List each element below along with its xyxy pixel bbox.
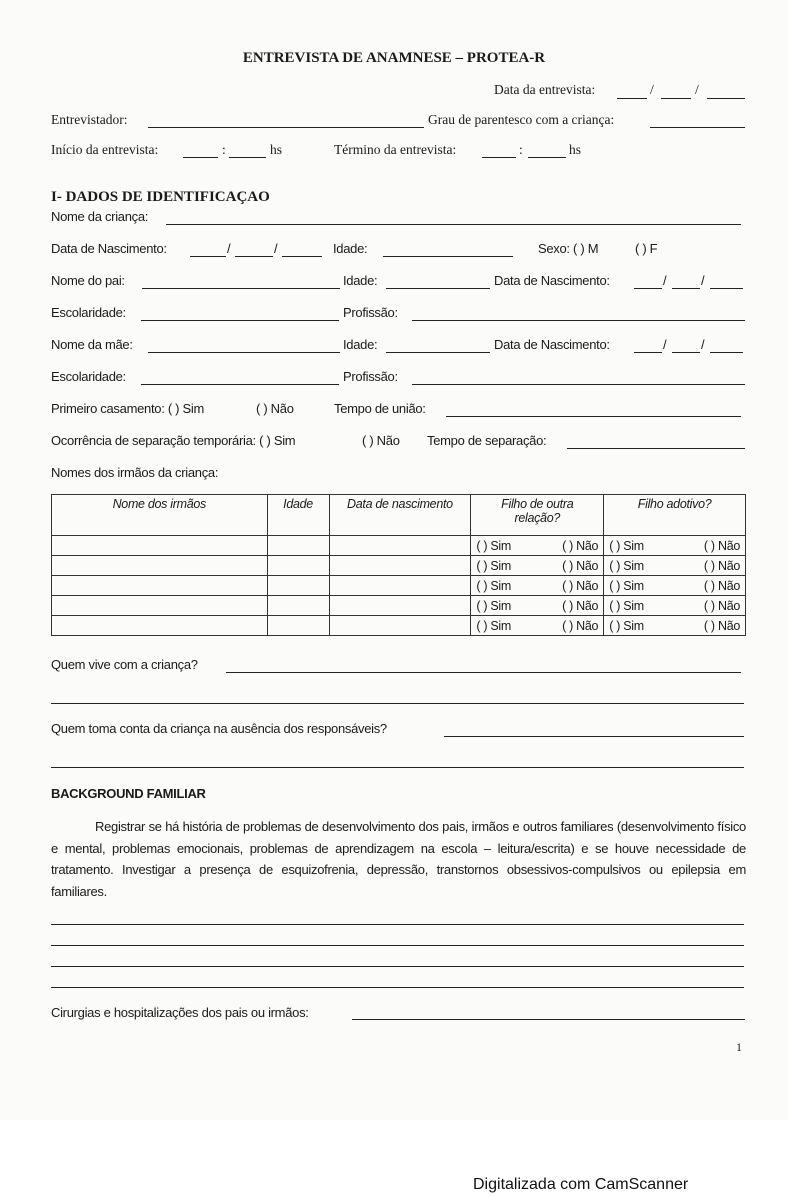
column-header-filho-adotivo: Filho adotivo? — [604, 495, 746, 536]
table-row — [52, 536, 746, 556]
quem-cuida-field-line-2[interactable] — [51, 767, 744, 768]
filho-outra-relacao-cell — [471, 536, 604, 556]
column-header-nome: Nome dos irmãos — [52, 495, 268, 536]
idade-label: Idade: — [343, 273, 378, 288]
filho-adotivo-cell — [604, 596, 746, 616]
termino-minute-field[interactable] — [528, 157, 566, 158]
quem-vive-label: Quem vive com a criança? — [51, 657, 198, 672]
column-header-data-nascimento: Data de nascimento — [329, 495, 471, 536]
nome-crianca-label: Nome da criança: — [51, 209, 149, 224]
cirurgias-label: Cirurgias e hospitalizações dos pais ou irmãos: — [51, 1005, 309, 1020]
section-heading-identificacao: I- DADOS DE IDENTIFICAÇAO — [51, 189, 270, 205]
siblings-table — [51, 494, 746, 636]
page-number: 1 — [736, 1040, 742, 1054]
escolaridade-pai-label: Escolaridade: — [51, 305, 126, 320]
filho-adotivo-sim-checkbox[interactable]: ( ) Sim — [609, 578, 644, 593]
background-paragraph-text: Registrar se há história de problemas de desenvolvimento dos pais, irmãos e outros familiares (desenvolvimento físico e mental, problemas emocionais, problemas de aprendizagem na escola – leitura/escrita) e se houve necessidade de tratamento. Investigar a presença de esquizofrenia, depressão, transtornos obsessivos-compulsivos ou epilepsia em familiares. — [51, 819, 746, 899]
tempo-uniao-field[interactable] — [446, 416, 741, 417]
termino-hour-field[interactable] — [482, 157, 516, 158]
sexo-m-checkbox[interactable]: Sexo: ( ) M — [538, 241, 599, 256]
sibling-age-cell[interactable] — [267, 536, 329, 556]
document-title: ENTREVISTA DE ANAMNESE – PROTEA-R — [242, 50, 546, 66]
table-row — [52, 576, 746, 596]
filho-outra-relacao-nao-checkbox[interactable]: ( ) Não — [562, 598, 599, 613]
filho-outra-relacao-nao-checkbox[interactable]: ( ) Não — [562, 618, 599, 633]
data-nascimento-label: Data de Nascimento: — [494, 337, 610, 352]
filho-adotivo-cell — [604, 536, 746, 556]
cirurgias-field[interactable] — [352, 1019, 745, 1020]
nome-pai-field[interactable] — [142, 288, 340, 289]
primeiro-casamento-sim-checkbox[interactable]: Primeiro casamento: ( ) Sim — [51, 401, 204, 416]
date-separator: / — [274, 241, 278, 256]
pai-idade-field[interactable] — [386, 288, 490, 289]
mae-nasc-year-field[interactable] — [710, 352, 743, 353]
filho-outra-relacao-sim-checkbox[interactable]: ( ) Sim — [476, 578, 512, 593]
pai-nasc-month-field[interactable] — [672, 288, 700, 289]
hours-suffix: hs — [270, 142, 283, 157]
time-separator: : — [519, 142, 523, 157]
time-separator: : — [222, 142, 226, 157]
escolaridade-pai-field[interactable] — [141, 320, 339, 321]
date-separator: / — [701, 337, 705, 352]
crianca-nasc-month-field[interactable] — [235, 256, 273, 257]
mae-nasc-month-field[interactable] — [672, 352, 700, 353]
date-separator: / — [701, 273, 705, 288]
data-entrevista-label: Data da entrevista: — [494, 82, 596, 97]
filho-outra-relacao-sim-checkbox[interactable]: ( ) Sim — [476, 538, 512, 553]
date-separator: / — [695, 82, 699, 97]
filho-adotivo-cell — [604, 576, 746, 596]
crianca-idade-field[interactable] — [383, 256, 513, 257]
background-familiar-heading: BACKGROUND FAMILIAR — [51, 786, 206, 801]
background-answer-line-4[interactable] — [51, 987, 744, 988]
sibling-name-cell[interactable] — [52, 616, 268, 636]
column-header-idade: Idade — [267, 495, 329, 536]
mae-idade-field[interactable] — [386, 352, 490, 353]
grau-parentesco-label: Grau de parentesco com a criança: — [428, 112, 615, 127]
table-row — [52, 556, 746, 576]
entrevistador-field[interactable] — [148, 127, 424, 128]
table-header-row — [52, 495, 746, 536]
column-header-filho-outra-relacao: Filho de outra relação? — [471, 495, 604, 536]
quem-vive-field-line-2[interactable] — [51, 703, 744, 704]
date-separator: / — [650, 82, 654, 97]
filho-outra-relacao-sim-checkbox[interactable]: ( ) Sim — [476, 558, 512, 573]
filho-outra-relacao-cell — [471, 616, 604, 636]
inicio-hour-field[interactable] — [183, 157, 218, 158]
primeiro-casamento-nao-checkbox[interactable]: ( ) Não — [256, 401, 294, 416]
crianca-nasc-day-field[interactable] — [190, 256, 226, 257]
tempo-separacao-field[interactable] — [567, 448, 745, 449]
tempo-separacao-label: Tempo de separação: — [427, 433, 547, 448]
irmaos-label: Nomes dos irmãos da criança: — [51, 465, 219, 480]
idade-label: Idade: — [343, 337, 378, 352]
filho-adotivo-sim-checkbox[interactable]: ( ) Sim — [609, 618, 644, 633]
nome-mae-field[interactable] — [148, 352, 340, 353]
nome-crianca-field[interactable] — [166, 224, 741, 225]
filho-adotivo-nao-checkbox[interactable]: ( ) Não — [703, 618, 740, 633]
quem-cuida-label: Quem toma conta da criança na ausência dos responsáveis? — [51, 721, 387, 736]
crianca-nasc-year-field[interactable] — [282, 256, 322, 257]
table-row — [52, 616, 746, 636]
inicio-entrevista-label: Início da entrevista: — [51, 142, 159, 157]
idade-label: Idade: — [333, 241, 368, 256]
background-instructions — [51, 816, 746, 902]
filho-adotivo-sim-checkbox[interactable]: ( ) Sim — [609, 558, 644, 573]
filho-adotivo-nao-checkbox[interactable]: ( ) Não — [703, 538, 740, 553]
data-nascimento-label: Data de Nascimento: — [494, 273, 610, 288]
profissao-mae-label: Profissão: — [343, 369, 398, 384]
grau-parentesco-field[interactable] — [650, 127, 745, 128]
filho-adotivo-nao-checkbox[interactable]: ( ) Não — [703, 578, 740, 593]
data-nascimento-label: Data de Nascimento: — [51, 241, 167, 256]
table-row — [52, 596, 746, 616]
nome-mae-label: Nome da mãe: — [51, 337, 133, 352]
quem-cuida-field[interactable] — [444, 736, 744, 737]
background-answer-line-1[interactable] — [51, 924, 744, 925]
filho-outra-relacao-cell — [471, 556, 604, 576]
sibling-age-cell[interactable] — [267, 616, 329, 636]
profissao-mae-field[interactable] — [412, 384, 745, 385]
sibling-age-cell[interactable] — [267, 576, 329, 596]
camscanner-watermark: Digitalizada com CamScanner — [473, 1176, 689, 1193]
sibling-name-cell[interactable] — [52, 576, 268, 596]
data-entrevista-month-field[interactable] — [661, 98, 691, 99]
pai-nasc-day-field[interactable] — [634, 288, 662, 289]
sexo-f-checkbox[interactable]: ( ) F — [635, 241, 658, 256]
escolaridade-mae-label: Escolaridade: — [51, 369, 126, 384]
pai-nasc-year-field[interactable] — [710, 288, 743, 289]
filho-outra-relacao-nao-checkbox[interactable]: ( ) Não — [562, 538, 599, 553]
data-entrevista-day-field[interactable] — [617, 98, 647, 99]
profissao-pai-label: Profissão: — [343, 305, 398, 320]
data-entrevista-year-field[interactable] — [707, 98, 745, 99]
mae-nasc-day-field[interactable] — [634, 352, 662, 353]
sibling-age-cell[interactable] — [267, 596, 329, 616]
entrevistador-label: Entrevistador: — [51, 112, 128, 127]
background-answer-line-2[interactable] — [51, 945, 744, 946]
filho-outra-relacao-nao-checkbox[interactable]: ( ) Não — [562, 558, 599, 573]
separacao-sim-checkbox[interactable]: Ocorrência de separação temporária: ( ) Sim — [51, 433, 296, 448]
filho-adotivo-cell — [604, 556, 746, 576]
filho-outra-relacao-sim-checkbox[interactable]: ( ) Sim — [476, 598, 512, 613]
date-separator: / — [227, 241, 231, 256]
filho-outra-relacao-nao-checkbox[interactable]: ( ) Não — [562, 578, 599, 593]
sibling-name-cell[interactable] — [52, 596, 268, 616]
filho-adotivo-nao-checkbox[interactable]: ( ) Não — [703, 558, 740, 573]
filho-outra-relacao-cell — [471, 576, 604, 596]
background-answer-line-3[interactable] — [51, 966, 744, 967]
sibling-birthdate-cell[interactable] — [329, 616, 471, 636]
filho-adotivo-nao-checkbox[interactable]: ( ) Não — [703, 598, 740, 613]
filho-adotivo-sim-checkbox[interactable]: ( ) Sim — [609, 538, 644, 553]
sibling-name-cell[interactable] — [52, 556, 268, 576]
sibling-birthdate-cell[interactable] — [329, 536, 471, 556]
termino-entrevista-label: Término da entrevista: — [334, 142, 457, 157]
quem-vive-field[interactable] — [226, 672, 741, 673]
date-separator: / — [663, 273, 667, 288]
filho-outra-relacao-cell — [471, 596, 604, 616]
profissao-pai-field[interactable] — [412, 320, 745, 321]
escolaridade-mae-field[interactable] — [141, 384, 339, 385]
sibling-name-cell[interactable] — [52, 536, 268, 556]
sibling-birthdate-cell[interactable] — [329, 596, 471, 616]
hours-suffix: hs — [569, 142, 582, 157]
tempo-uniao-label: Tempo de união: — [334, 401, 426, 416]
filho-adotivo-cell — [604, 616, 746, 636]
inicio-minute-field[interactable] — [229, 157, 266, 158]
sibling-age-cell[interactable] — [267, 556, 329, 576]
sibling-birthdate-cell[interactable] — [329, 556, 471, 576]
filho-adotivo-sim-checkbox[interactable]: ( ) Sim — [609, 598, 644, 613]
nome-pai-label: Nome do pai: — [51, 273, 125, 288]
date-separator: / — [663, 337, 667, 352]
separacao-nao-checkbox[interactable]: ( ) Não — [362, 433, 400, 448]
filho-outra-relacao-sim-checkbox[interactable]: ( ) Sim — [476, 618, 512, 633]
sibling-birthdate-cell[interactable] — [329, 576, 471, 596]
